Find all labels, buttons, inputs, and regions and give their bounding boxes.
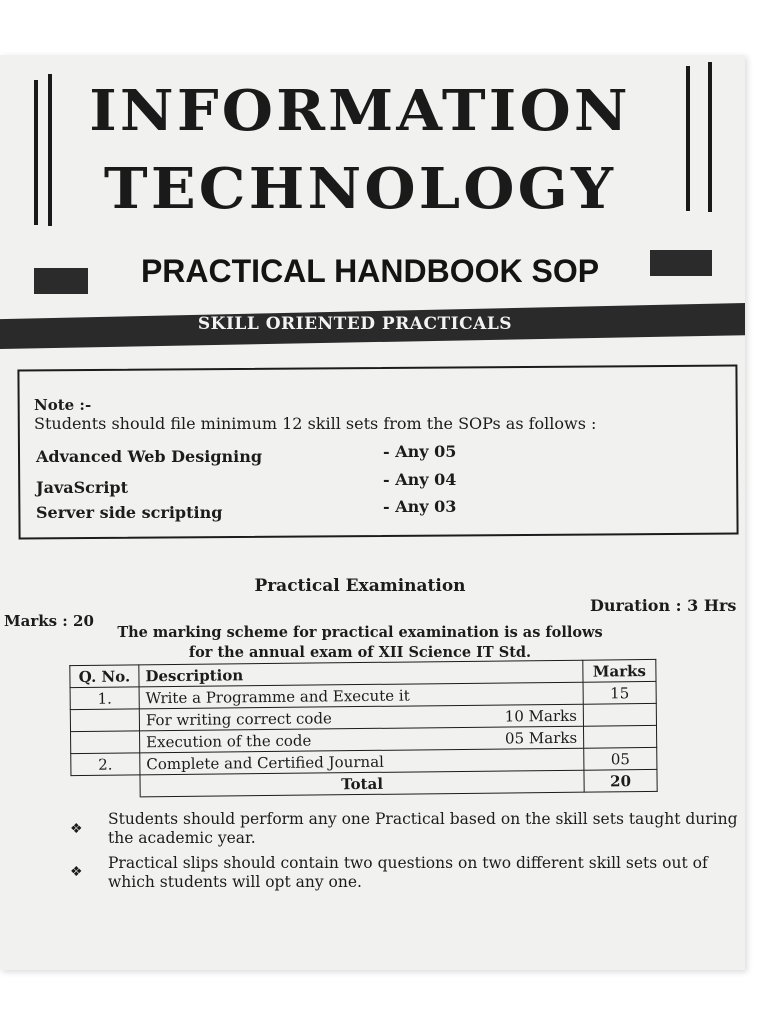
- right-decorative-block: [650, 250, 712, 276]
- skill-count: - Any 03: [383, 497, 457, 516]
- left-double-bar-outer: [34, 80, 38, 225]
- skill-count: - Any 05: [383, 442, 457, 461]
- row-qno: [71, 731, 140, 754]
- skill-name: Server side scripting: [36, 503, 223, 522]
- scheme-line-2: for the annual exam of XII Science IT Std.: [188, 644, 532, 661]
- bullet-text: Students should perform any one Practical based on the skill sets taught during the academic year.: [108, 810, 738, 847]
- header-description: Description: [139, 660, 583, 687]
- handbook-subtitle: PRACTICAL HANDBOOK SOP: [140, 253, 600, 289]
- total-empty-cell: [71, 775, 140, 798]
- marking-scheme-table: [69, 659, 657, 798]
- row-qno: [70, 709, 139, 732]
- header-qno: Q. No.: [70, 665, 139, 688]
- row-qno: 2.: [71, 753, 140, 776]
- bullet-text: Practical slips should contain two questions on two different skill sets out of which students will opt any one.: [108, 854, 708, 891]
- total-value: 20: [584, 769, 657, 792]
- title-line-1: INFORMATION: [89, 78, 631, 144]
- row-marks: 15: [583, 681, 656, 704]
- row-marks: [583, 703, 656, 726]
- skill-count: - Any 04: [383, 470, 457, 489]
- row-marks: [583, 725, 656, 748]
- note-label: Note :-: [34, 396, 92, 414]
- row-description-text: For writing correct code: [145, 708, 332, 729]
- row-qno: 1.: [70, 687, 139, 710]
- skill-name: JavaScript: [36, 478, 128, 497]
- exam-marks: Marks : 20: [4, 612, 94, 630]
- header-marks: Marks: [583, 659, 656, 682]
- row-description-text: Execution of the code: [146, 731, 312, 751]
- row-sub-marks: 05 Marks: [504, 728, 578, 748]
- row-marks: 05: [584, 747, 657, 770]
- bullet-icon: ❖: [70, 821, 83, 837]
- skill-banner-text: SKILL ORIENTED PRACTICALS: [197, 314, 513, 334]
- row-description-text: Complete and Certified Journal: [146, 752, 384, 773]
- note-text: Students should file minimum 12 skill sets from the SOPs as follows :: [34, 414, 597, 433]
- total-label: Total: [140, 770, 584, 797]
- exam-heading: Practical Examination: [254, 576, 466, 596]
- row-description-text: Write a Programme and Execute it: [145, 686, 410, 707]
- right-double-bar-inner: [686, 66, 690, 211]
- title-line-2: TECHNOLOGY: [103, 156, 617, 222]
- right-double-bar-outer: [708, 62, 712, 212]
- bullet-icon: ❖: [70, 864, 83, 880]
- scheme-line-1: The marking scheme for practical examination is as follows: [117, 624, 603, 641]
- skill-name: Advanced Web Designing: [36, 447, 263, 466]
- row-sub-marks: 10 Marks: [504, 706, 577, 726]
- exam-duration: Duration : 3 Hrs: [590, 596, 737, 615]
- left-decorative-block: [34, 268, 88, 294]
